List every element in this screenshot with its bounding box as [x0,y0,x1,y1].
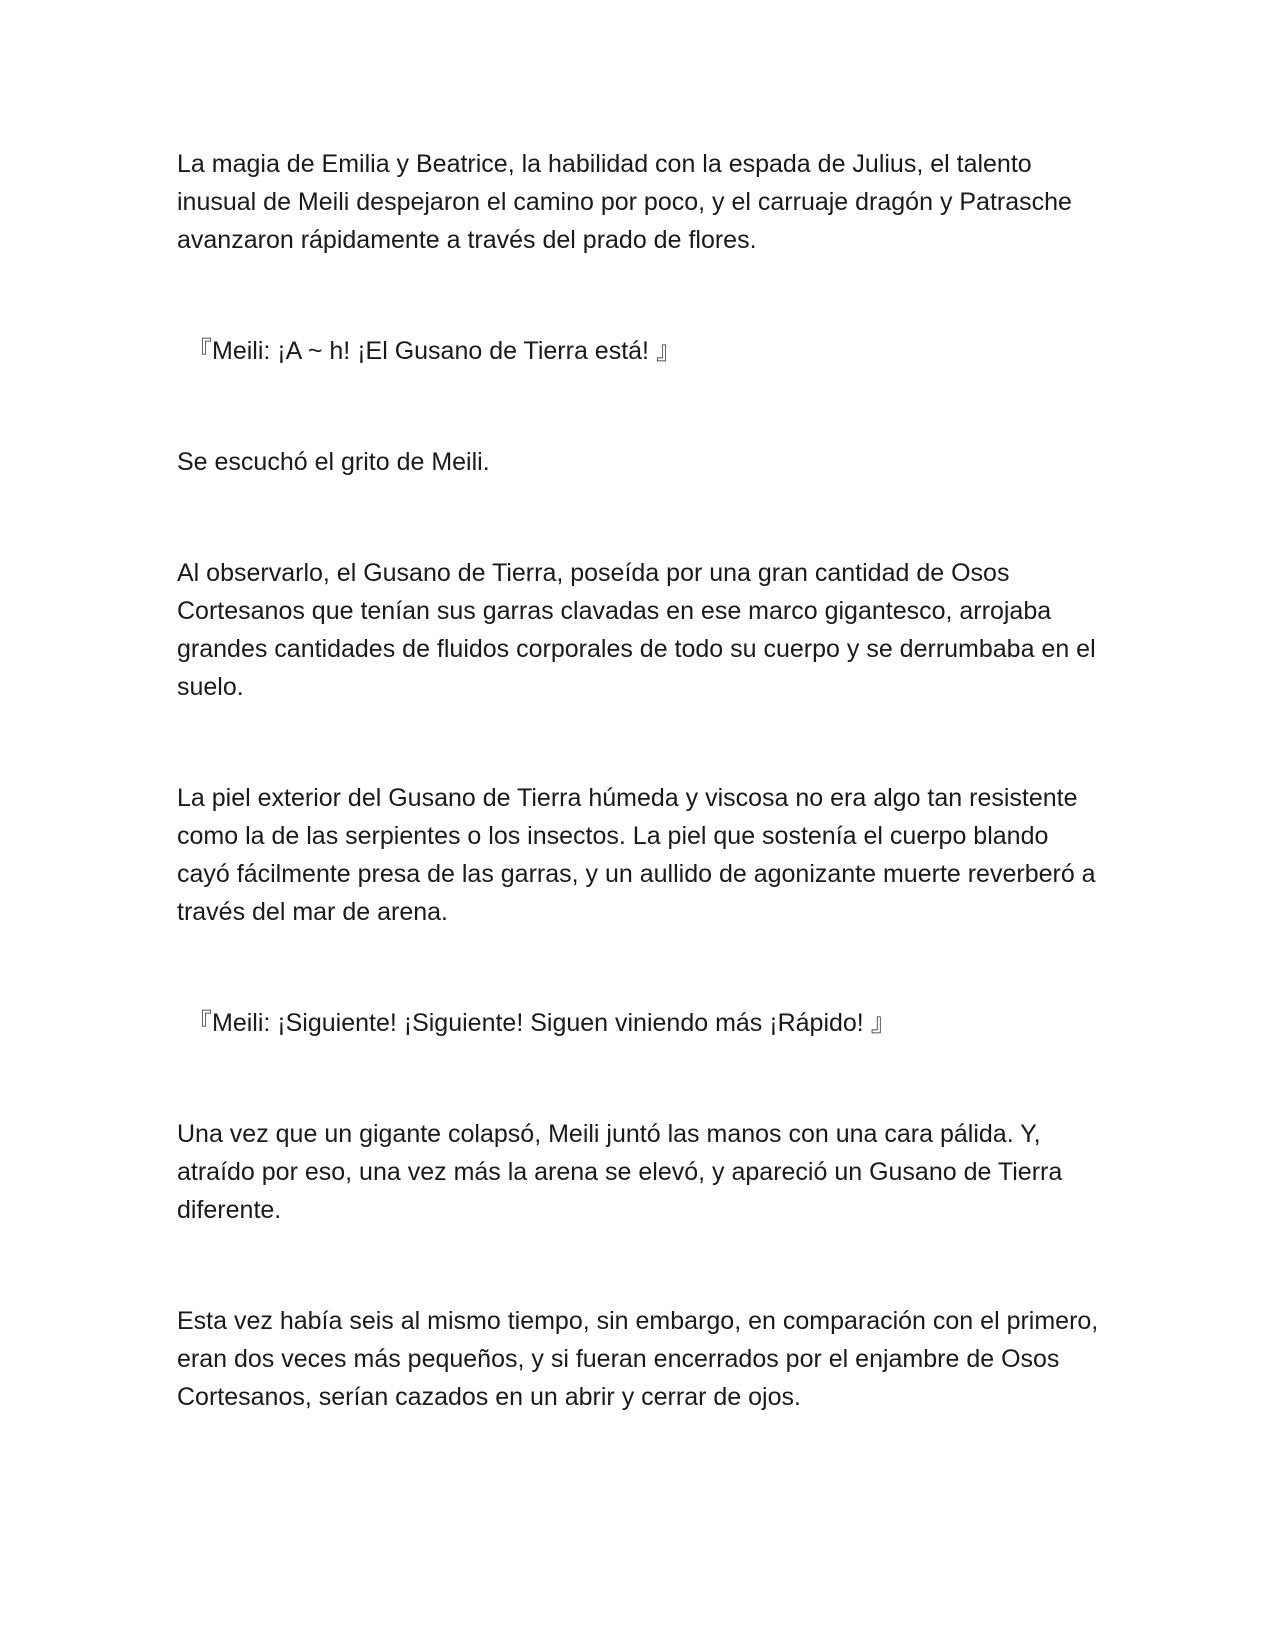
paragraph-2: Se escuchó el grito de Meili. [177,448,490,476]
paragraph-1: La magia de Emilia y Beatrice, la habilidad con la espada de Julius, el talento inusual de Meili despejaron el camino por poco, y el carruaje dragón y Patrasche avanzaron rápidamente a través del prado de flores. [177,150,1072,254]
paragraph-gap [177,1042,1107,1115]
paragraph-gap [177,259,1107,332]
paragraph-gap [177,931,1107,1004]
paragraph-gap [177,1229,1107,1302]
paragraph-5: Una vez que un gigante colapsó, Meili juntó las manos con una cara pálida. Y, atraído por eso, una vez más la arena se elevó, y apareció un Gusano de Tierra diferente. [177,1120,1063,1224]
paragraph-gap [177,370,1107,443]
paragraph-gap [177,481,1107,554]
dialogue-line-2: 『Meili: ¡Siguiente! ¡Siguiente! Siguen viniendo más ¡Rápido! 』 [187,1009,896,1037]
document-body [177,145,1107,1416]
paragraph-gap [177,706,1107,779]
paragraph-4: La piel exterior del Gusano de Tierra húmeda y viscosa no era algo tan resistente como la de las serpientes o los insectos. La piel que sostenía el cuerpo blando cayó fácilmente presa de las garras, y un aullido de agonizante muerte reverberó a través del mar de arena. [177,784,1096,926]
paragraph-6: Esta vez había seis al mismo tiempo, sin embargo, en comparación con el primero, eran dos veces más pequeños, y si fueran encerrados por el enjambre de Osos Cortesanos, serían cazados en un abrir y cerrar de ojos. [177,1307,1099,1411]
dialogue-line-1: 『Meili: ¡A ~ h! ¡El Gusano de Tierra está! 』 [187,337,681,365]
paragraph-3: Al observarlo, el Gusano de Tierra, poseída por una gran cantidad de Osos Cortesanos que tenían sus garras clavadas en ese marco gigantesco, arrojaba grandes cantidades de fluidos corporales de todo su cuerpo y se derrumbaba en el suelo. [177,559,1096,701]
